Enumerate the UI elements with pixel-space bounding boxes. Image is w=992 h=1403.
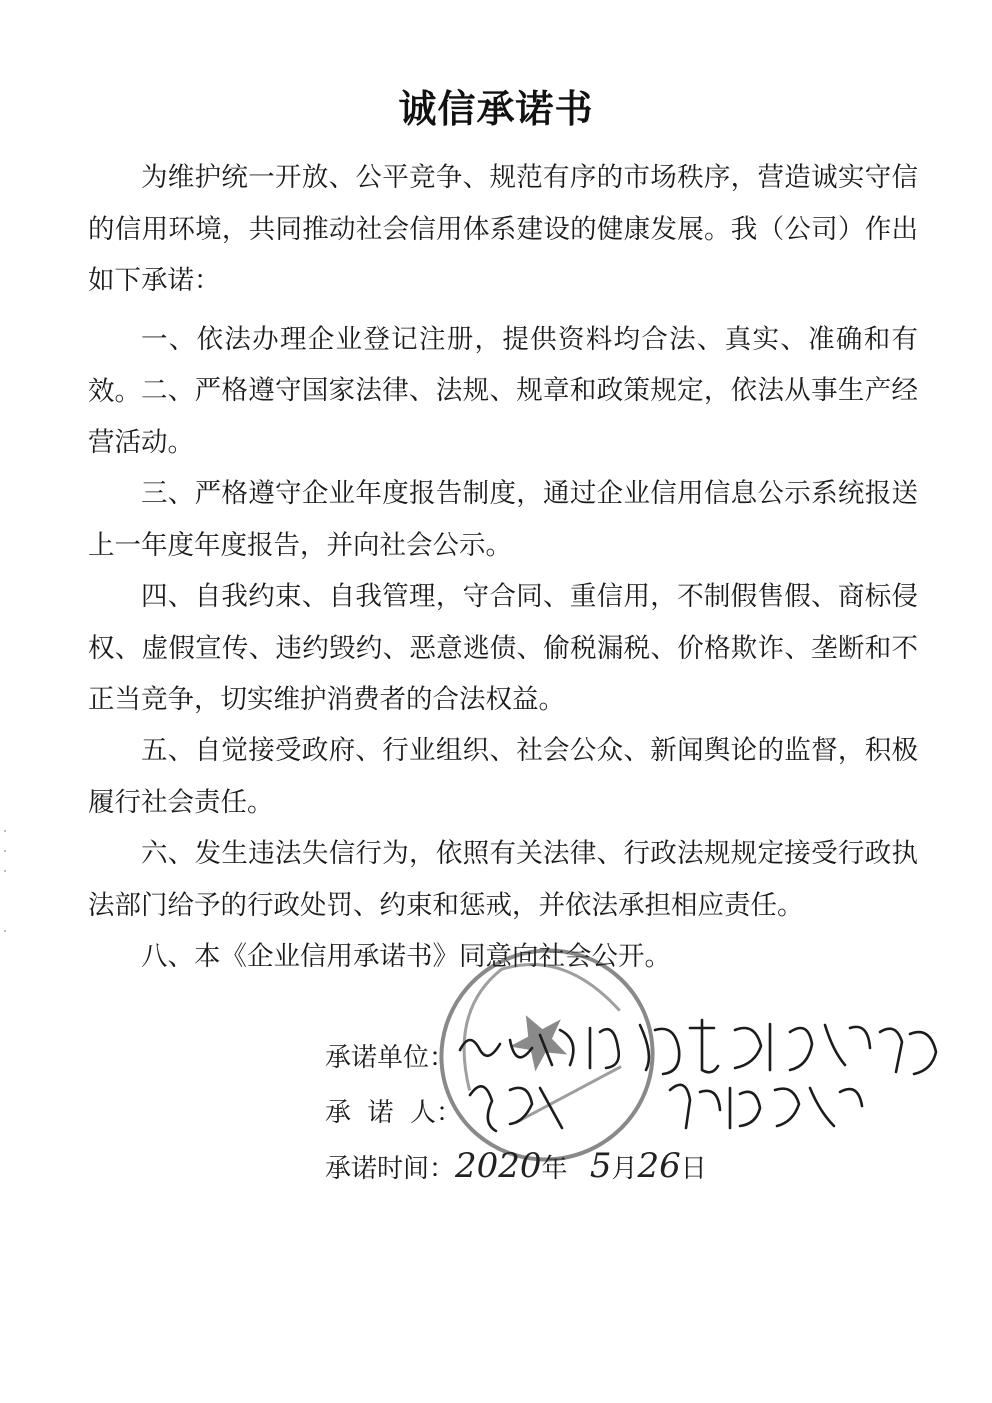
signature-person-row <box>325 1095 462 1131</box>
time-label: 承诺时间： <box>325 1154 456 1184</box>
clause-5: 五、自觉接受政府、行业组织、社会公众、新闻舆论的监督，积极履行社会责任。 <box>88 735 918 818</box>
person-label: 承 诺 人： <box>325 1098 463 1128</box>
scan-margin-marks <box>0 820 8 960</box>
clause-8: 八、本《企业信用承诺书》同意向社会公开。 <box>141 941 671 972</box>
unit-label: 承诺单位： <box>325 1043 456 1073</box>
clause-3: 三、严格遵守企业年度报告制度，通过企业信用信息公示系统报送上一年度年度报告，并向社会公示。 <box>88 478 918 561</box>
date-day: 26 <box>637 1146 681 1186</box>
handwritten-signature <box>440 1010 960 1140</box>
date-month: 5 <box>589 1146 612 1186</box>
year-char: 年 <box>541 1154 568 1184</box>
intro-paragraph: 为维护统一开放、公平竞争、规范有序的市场秩序，营造诚实守信的信用环境，共同推动社会信用体系建设的健康发展。我（公司）作出如下承诺： <box>88 162 918 296</box>
signature-date-row <box>325 1148 707 1187</box>
document-title: 诚信承诺书 <box>398 87 594 131</box>
date-year: 2020 <box>455 1146 542 1186</box>
signature-unit-row <box>325 1040 455 1076</box>
clause-2: 二、严格遵守国家法律、法规、规章和政策规定，依法从事生产经营活动。 <box>88 375 918 458</box>
day-char: 日 <box>680 1154 707 1184</box>
clause-4: 四、自我约束、自我管理，守合同、重信用，不制假售假、商标侵权、虚假宣传、违约毁约、恶意逃债、偷税漏税、价格欺诈、垄断和不正当竞争，切实维护消费者的合法权益。 <box>88 581 918 715</box>
month-char: 月 <box>611 1154 638 1184</box>
clause-6: 六、发生违法失信行为，依照有关法律、行政法规规定接受行政执法部门给予的行政处罚、约束和惩戒，并依法承担相应责任。 <box>88 838 918 921</box>
clause-1: 一、依法办理企业登记注册，提供资料均合法、真实、准确和有效。 <box>88 324 918 407</box>
